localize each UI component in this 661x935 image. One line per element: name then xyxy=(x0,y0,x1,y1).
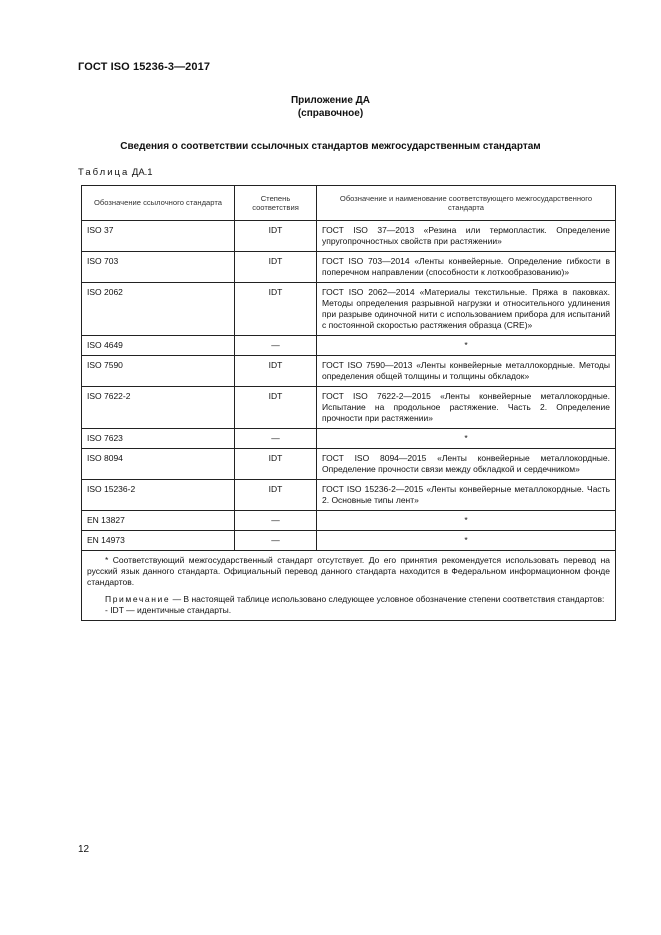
cell-degree: — xyxy=(235,531,317,551)
table-row xyxy=(82,356,616,387)
table-row xyxy=(82,221,616,252)
reference-standards-table xyxy=(81,185,616,621)
table-footnote-cell xyxy=(82,551,616,621)
cell-interstate-standard: ГОСТ ISO 7622-2—2015 «Ленты конвейерные металлокордные. Испытание на продольное растяжение. Часть 2. Определение прочности при растяжении» xyxy=(317,387,616,429)
cell-interstate-standard: * xyxy=(317,511,616,531)
note-text: — В настоящей таблице использовано следующее условное обозначение степени соответствия стандартов: xyxy=(170,594,605,604)
cell-degree: IDT xyxy=(235,283,317,336)
table-row xyxy=(82,429,616,449)
table-label xyxy=(78,167,153,178)
cell-degree: IDT xyxy=(235,356,317,387)
cell-interstate-standard: ГОСТ ISO 8094—2015 «Ленты конвейерные металлокордные. Определение прочности связи между обкладкой и сердечником» xyxy=(317,449,616,480)
cell-degree: IDT xyxy=(235,221,317,252)
table-row xyxy=(82,480,616,511)
cell-interstate-standard: ГОСТ ISO 37—2013 «Резина или термопластик. Определение упругопрочностных свойств при растяжении» xyxy=(317,221,616,252)
cell-degree: IDT xyxy=(235,387,317,429)
footnote-text: * Соответствующий межгосударственный стандарт отсутствует. До его принятия рекомендуется использовать перевод на русский язык данного стандарта. Официальный перевод данного стандарта находится в Федеральном информационном фонде стандартов. xyxy=(87,555,610,587)
table-header-row xyxy=(82,186,616,221)
cell-interstate-standard: ГОСТ ISO 2062—2014 «Материалы текстильные. Пряжа в паковках. Методы определения разрывной нагрузки и относительного удлинения при разрыве одиночной нити с использованием прибора для испытаний с постоянной скоростью растяжения образца (CRE)» xyxy=(317,283,616,336)
note-list-item: - IDT — идентичные стандарты. xyxy=(105,605,232,615)
note-paragraph xyxy=(87,594,610,605)
table-row xyxy=(82,531,616,551)
cell-interstate-standard: * xyxy=(317,429,616,449)
table-label-word: Таблица xyxy=(78,167,130,178)
annex-subtitle: (справочное) xyxy=(297,108,364,119)
header-reference-standard: Обозначение ссылочного стандарта xyxy=(82,186,235,221)
cell-interstate-standard: * xyxy=(317,531,616,551)
header-interstate-standard: Обозначение и наименование соответствующего межгосударственного стандарта xyxy=(317,186,616,221)
cell-degree: — xyxy=(235,429,317,449)
cell-degree: IDT xyxy=(235,449,317,480)
cell-standard: ISO 15236-2 xyxy=(82,480,235,511)
cell-standard: ISO 37 xyxy=(82,221,235,252)
document-code: ГОСТ ISO 15236-3—2017 xyxy=(78,61,211,73)
table-row xyxy=(82,283,616,336)
header-degree: Степень соответствия xyxy=(235,186,317,221)
note-label: Примечание xyxy=(105,594,171,604)
cell-standard: ISO 4649 xyxy=(82,336,235,356)
table-footnote-row xyxy=(82,551,616,621)
cell-degree: — xyxy=(235,511,317,531)
cell-standard: ISO 2062 xyxy=(82,283,235,336)
cell-interstate-standard: * xyxy=(317,336,616,356)
cell-standard: ISO 703 xyxy=(82,252,235,283)
cell-standard: ISO 7623 xyxy=(82,429,235,449)
annex-heading xyxy=(0,94,661,120)
cell-standard: EN 13827 xyxy=(82,511,235,531)
table-row xyxy=(82,511,616,531)
table-row xyxy=(82,449,616,480)
table-label-number: ДА.1 xyxy=(131,167,153,178)
cell-degree: IDT xyxy=(235,480,317,511)
page-number: 12 xyxy=(78,844,90,855)
cell-standard: ISO 7622-2 xyxy=(82,387,235,429)
cell-interstate-standard: ГОСТ ISO 703—2014 «Ленты конвейерные. Определение гибкости в поперечном направлении (способности к лоткообразованию)» xyxy=(317,252,616,283)
cell-interstate-standard: ГОСТ ISO 7590—2013 «Ленты конвейерные металлокордные. Методы определения общей толщины и толщины обкладок» xyxy=(317,356,616,387)
cell-interstate-standard: ГОСТ ISO 15236-2—2015 «Ленты конвейерные металлокордные. Часть 2. Основные типы лент» xyxy=(317,480,616,511)
cell-degree: IDT xyxy=(235,252,317,283)
table-row xyxy=(82,387,616,429)
cell-degree: — xyxy=(235,336,317,356)
table-row xyxy=(82,336,616,356)
section-title: Сведения о соответствии ссылочных стандартов межгосударственным стандартам xyxy=(120,141,541,152)
cell-standard: ISO 8094 xyxy=(82,449,235,480)
annex-title: Приложение ДА xyxy=(290,95,371,106)
table-row xyxy=(82,252,616,283)
cell-standard: EN 14973 xyxy=(82,531,235,551)
cell-standard: ISO 7590 xyxy=(82,356,235,387)
